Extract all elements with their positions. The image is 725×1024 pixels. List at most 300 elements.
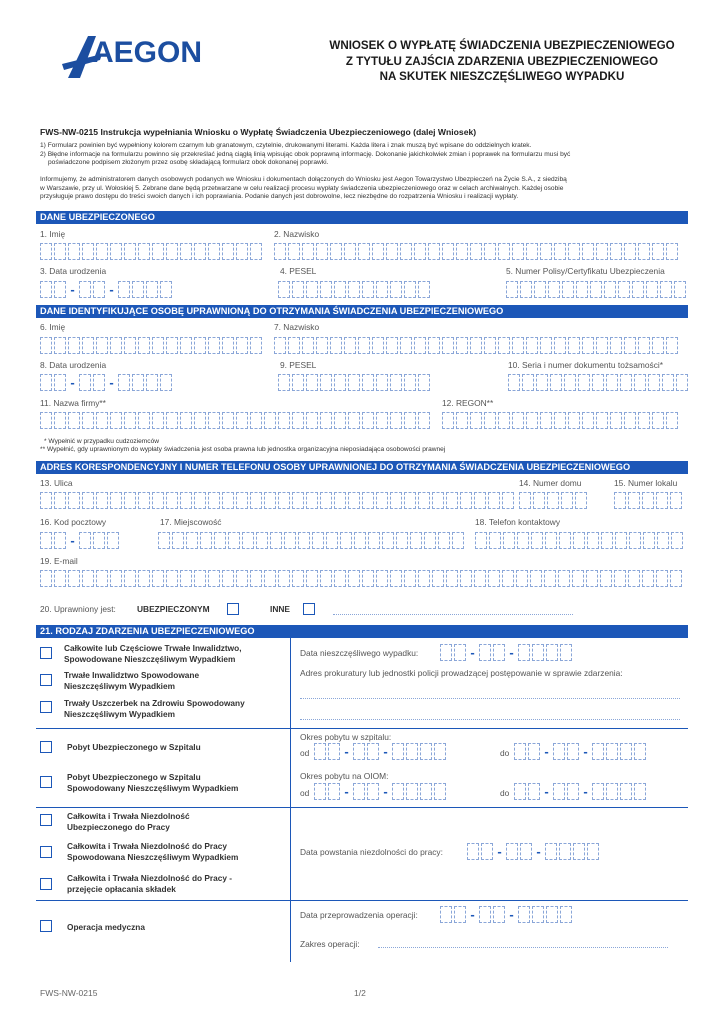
char-box[interactable] — [474, 570, 486, 587]
char-box[interactable] — [434, 783, 446, 800]
char-box[interactable] — [531, 532, 543, 549]
char-box[interactable] — [618, 281, 630, 298]
char-box[interactable] — [194, 492, 206, 509]
char-box[interactable] — [514, 783, 526, 800]
char-box[interactable] — [554, 412, 566, 429]
char-box[interactable] — [432, 492, 444, 509]
char-box[interactable] — [550, 374, 562, 391]
char-box[interactable] — [334, 570, 346, 587]
char-box[interactable] — [306, 492, 318, 509]
char-box[interactable] — [454, 906, 466, 923]
char-box[interactable] — [662, 374, 674, 391]
char-box[interactable] — [368, 532, 380, 549]
char-box[interactable] — [367, 743, 379, 760]
char-box[interactable] — [152, 243, 164, 260]
char-box[interactable] — [54, 337, 66, 354]
event-premium-waiver-checkbox[interactable] — [40, 878, 52, 890]
char-box[interactable] — [620, 743, 632, 760]
char-box[interactable] — [54, 492, 66, 509]
char-box[interactable] — [470, 412, 482, 429]
char-box[interactable] — [222, 337, 234, 354]
char-box[interactable] — [517, 532, 529, 549]
char-box[interactable] — [420, 743, 432, 760]
char-box[interactable] — [278, 412, 290, 429]
char-box[interactable] — [250, 492, 262, 509]
char-box[interactable] — [642, 492, 654, 509]
char-box[interactable] — [362, 374, 374, 391]
char-box[interactable] — [124, 492, 136, 509]
char-box[interactable] — [376, 374, 388, 391]
char-box[interactable] — [418, 570, 430, 587]
char-box[interactable] — [362, 412, 374, 429]
char-box[interactable] — [590, 281, 602, 298]
char-box[interactable] — [404, 281, 416, 298]
char-box[interactable] — [604, 281, 616, 298]
char-box[interactable] — [620, 783, 632, 800]
char-box[interactable] — [506, 843, 518, 860]
event-hospital-accident-checkbox[interactable] — [40, 776, 52, 788]
char-box[interactable] — [512, 337, 524, 354]
char-box[interactable] — [138, 492, 150, 509]
char-box[interactable] — [410, 532, 422, 549]
char-box[interactable] — [572, 570, 584, 587]
char-box[interactable] — [592, 743, 604, 760]
regon-boxes[interactable] — [442, 412, 680, 429]
char-box[interactable] — [545, 532, 557, 549]
char-box[interactable] — [348, 412, 360, 429]
char-box[interactable] — [138, 243, 150, 260]
char-box[interactable] — [330, 243, 342, 260]
char-box[interactable] — [278, 281, 290, 298]
char-box[interactable] — [614, 492, 626, 509]
char-box[interactable] — [326, 532, 338, 549]
entitled-other-line[interactable] — [333, 614, 573, 615]
char-box[interactable] — [420, 783, 432, 800]
char-box[interactable] — [400, 337, 412, 354]
char-box[interactable] — [236, 337, 248, 354]
char-box[interactable] — [334, 492, 346, 509]
char-box[interactable] — [518, 906, 530, 923]
char-box[interactable] — [288, 337, 300, 354]
char-box[interactable] — [302, 243, 314, 260]
char-box[interactable] — [624, 243, 636, 260]
street-boxes[interactable] — [40, 492, 516, 509]
char-box[interactable] — [484, 243, 496, 260]
char-box[interactable] — [40, 412, 52, 429]
char-box[interactable] — [166, 412, 178, 429]
char-box[interactable] — [522, 374, 534, 391]
char-box[interactable] — [68, 412, 80, 429]
char-box[interactable] — [79, 532, 91, 549]
char-box[interactable] — [558, 570, 570, 587]
char-box[interactable] — [172, 532, 184, 549]
char-box[interactable] — [68, 570, 80, 587]
char-box[interactable] — [54, 243, 66, 260]
hospital-from-boxes[interactable] — [314, 743, 448, 760]
char-box[interactable] — [348, 570, 360, 587]
char-box[interactable] — [610, 412, 622, 429]
char-box[interactable] — [489, 532, 501, 549]
char-box[interactable] — [470, 243, 482, 260]
char-box[interactable] — [386, 337, 398, 354]
insured-policy-boxes[interactable] — [506, 281, 688, 298]
char-box[interactable] — [528, 743, 540, 760]
char-box[interactable] — [376, 281, 388, 298]
surgery-scope-line[interactable] — [378, 947, 668, 948]
event-hospital-checkbox[interactable] — [40, 741, 52, 753]
char-box[interactable] — [390, 492, 402, 509]
event-permanent-disability-checkbox[interactable] — [40, 647, 52, 659]
char-box[interactable] — [540, 412, 552, 429]
char-box[interactable] — [573, 843, 585, 860]
char-box[interactable] — [442, 243, 454, 260]
char-box[interactable] — [180, 492, 192, 509]
char-box[interactable] — [278, 374, 290, 391]
ben-last-name-boxes[interactable] — [274, 337, 680, 354]
char-box[interactable] — [530, 570, 542, 587]
char-box[interactable] — [440, 906, 452, 923]
char-box[interactable] — [648, 374, 660, 391]
char-box[interactable] — [316, 243, 328, 260]
ben-pesel-boxes[interactable] — [278, 374, 432, 391]
char-box[interactable] — [676, 374, 688, 391]
char-box[interactable] — [330, 337, 342, 354]
char-box[interactable] — [628, 492, 640, 509]
event-surgery-checkbox[interactable] — [40, 920, 52, 932]
char-box[interactable] — [526, 337, 538, 354]
char-box[interactable] — [600, 570, 612, 587]
char-box[interactable] — [382, 532, 394, 549]
char-box[interactable] — [348, 374, 360, 391]
char-box[interactable] — [54, 570, 66, 587]
char-box[interactable] — [567, 783, 579, 800]
icu-to-boxes[interactable] — [514, 783, 648, 800]
char-box[interactable] — [606, 743, 618, 760]
char-box[interactable] — [314, 743, 326, 760]
char-box[interactable] — [519, 492, 531, 509]
char-box[interactable] — [40, 374, 52, 391]
char-box[interactable] — [396, 532, 408, 549]
char-box[interactable] — [242, 532, 254, 549]
email-boxes[interactable] — [40, 570, 684, 587]
char-box[interactable] — [110, 492, 122, 509]
char-box[interactable] — [642, 570, 654, 587]
char-box[interactable] — [564, 374, 576, 391]
char-box[interactable] — [390, 374, 402, 391]
char-box[interactable] — [446, 570, 458, 587]
char-box[interactable] — [284, 532, 296, 549]
char-box[interactable] — [194, 337, 206, 354]
char-box[interactable] — [250, 412, 262, 429]
char-box[interactable] — [660, 281, 672, 298]
char-box[interactable] — [68, 337, 80, 354]
char-box[interactable] — [560, 906, 572, 923]
char-box[interactable] — [404, 412, 416, 429]
char-box[interactable] — [118, 374, 130, 391]
char-box[interactable] — [124, 570, 136, 587]
char-box[interactable] — [132, 374, 144, 391]
char-box[interactable] — [208, 570, 220, 587]
char-box[interactable] — [194, 570, 206, 587]
char-box[interactable] — [138, 412, 150, 429]
char-box[interactable] — [582, 243, 594, 260]
char-box[interactable] — [592, 374, 604, 391]
prosecutor-line-2[interactable] — [300, 719, 680, 720]
char-box[interactable] — [666, 337, 678, 354]
char-box[interactable] — [270, 532, 282, 549]
char-box[interactable] — [82, 243, 94, 260]
char-box[interactable] — [79, 281, 91, 298]
char-box[interactable] — [512, 243, 524, 260]
char-box[interactable] — [166, 492, 178, 509]
char-box[interactable] — [146, 374, 158, 391]
char-box[interactable] — [454, 644, 466, 661]
char-box[interactable] — [386, 243, 398, 260]
char-box[interactable] — [474, 492, 486, 509]
apartment-number-boxes[interactable] — [614, 492, 684, 509]
char-box[interactable] — [264, 570, 276, 587]
char-box[interactable] — [124, 243, 136, 260]
char-box[interactable] — [54, 281, 66, 298]
char-box[interactable] — [274, 243, 286, 260]
char-box[interactable] — [68, 243, 80, 260]
char-box[interactable] — [568, 412, 580, 429]
char-box[interactable] — [138, 337, 150, 354]
char-box[interactable] — [264, 492, 276, 509]
char-box[interactable] — [348, 281, 360, 298]
char-box[interactable] — [306, 570, 318, 587]
char-box[interactable] — [428, 243, 440, 260]
char-box[interactable] — [481, 843, 493, 860]
char-box[interactable] — [214, 532, 226, 549]
insured-pesel-boxes[interactable] — [278, 281, 432, 298]
entitled-other-checkbox[interactable] — [303, 603, 315, 615]
char-box[interactable] — [152, 492, 164, 509]
char-box[interactable] — [467, 843, 479, 860]
char-box[interactable] — [442, 412, 454, 429]
char-box[interactable] — [428, 337, 440, 354]
char-box[interactable] — [180, 243, 192, 260]
char-box[interactable] — [278, 570, 290, 587]
entitled-insured-checkbox[interactable] — [227, 603, 239, 615]
char-box[interactable] — [536, 374, 548, 391]
char-box[interactable] — [344, 243, 356, 260]
char-box[interactable] — [540, 243, 552, 260]
char-box[interactable] — [404, 374, 416, 391]
char-box[interactable] — [180, 337, 192, 354]
char-box[interactable] — [508, 374, 520, 391]
char-box[interactable] — [614, 570, 626, 587]
char-box[interactable] — [414, 243, 426, 260]
char-box[interactable] — [418, 374, 430, 391]
company-name-boxes[interactable] — [40, 412, 432, 429]
char-box[interactable] — [372, 337, 384, 354]
char-box[interactable] — [671, 532, 683, 549]
char-box[interactable] — [643, 532, 655, 549]
char-box[interactable] — [484, 412, 496, 429]
char-box[interactable] — [160, 374, 172, 391]
char-box[interactable] — [484, 337, 496, 354]
char-box[interactable] — [292, 412, 304, 429]
char-box[interactable] — [638, 412, 650, 429]
char-box[interactable] — [40, 492, 52, 509]
char-box[interactable] — [152, 412, 164, 429]
postal-code-boxes[interactable] — [40, 532, 121, 549]
char-box[interactable] — [314, 783, 326, 800]
char-box[interactable] — [638, 337, 650, 354]
char-box[interactable] — [544, 570, 556, 587]
char-box[interactable] — [358, 243, 370, 260]
char-box[interactable] — [82, 492, 94, 509]
char-box[interactable] — [502, 492, 514, 509]
char-box[interactable] — [348, 492, 360, 509]
event-disability-accident-checkbox[interactable] — [40, 674, 52, 686]
insured-first-name-boxes[interactable] — [40, 243, 264, 260]
char-box[interactable] — [328, 743, 340, 760]
char-box[interactable] — [652, 337, 664, 354]
char-box[interactable] — [152, 337, 164, 354]
char-box[interactable] — [320, 412, 332, 429]
char-box[interactable] — [82, 570, 94, 587]
char-box[interactable] — [512, 412, 524, 429]
char-box[interactable] — [320, 281, 332, 298]
char-box[interactable] — [320, 374, 332, 391]
phone-boxes[interactable] — [475, 532, 685, 549]
char-box[interactable] — [576, 281, 588, 298]
char-box[interactable] — [320, 492, 332, 509]
char-box[interactable] — [567, 743, 579, 760]
char-box[interactable] — [54, 412, 66, 429]
char-box[interactable] — [514, 743, 526, 760]
char-box[interactable] — [180, 570, 192, 587]
accident-date-boxes[interactable] — [440, 644, 574, 661]
char-box[interactable] — [553, 743, 565, 760]
char-box[interactable] — [554, 337, 566, 354]
char-box[interactable] — [406, 743, 418, 760]
char-box[interactable] — [390, 281, 402, 298]
char-box[interactable] — [292, 374, 304, 391]
char-box[interactable] — [568, 337, 580, 354]
char-box[interactable] — [488, 492, 500, 509]
char-box[interactable] — [118, 281, 130, 298]
char-box[interactable] — [222, 412, 234, 429]
char-box[interactable] — [340, 532, 352, 549]
char-box[interactable] — [479, 906, 491, 923]
char-box[interactable] — [200, 532, 212, 549]
char-box[interactable] — [250, 570, 262, 587]
char-box[interactable] — [222, 492, 234, 509]
char-box[interactable] — [96, 412, 108, 429]
char-box[interactable] — [418, 281, 430, 298]
char-box[interactable] — [446, 492, 458, 509]
char-box[interactable] — [638, 243, 650, 260]
char-box[interactable] — [520, 843, 532, 860]
char-box[interactable] — [553, 783, 565, 800]
char-box[interactable] — [460, 570, 472, 587]
char-box[interactable] — [503, 532, 515, 549]
char-box[interactable] — [540, 337, 552, 354]
char-box[interactable] — [502, 570, 514, 587]
char-box[interactable] — [362, 570, 374, 587]
event-incapacity-checkbox[interactable] — [40, 814, 52, 826]
char-box[interactable] — [306, 412, 318, 429]
prosecutor-line-1[interactable] — [300, 698, 680, 699]
char-box[interactable] — [138, 570, 150, 587]
char-box[interactable] — [562, 281, 574, 298]
char-box[interactable] — [406, 783, 418, 800]
char-box[interactable] — [166, 337, 178, 354]
ben-first-name-boxes[interactable] — [40, 337, 264, 354]
char-box[interactable] — [498, 412, 510, 429]
char-box[interactable] — [628, 570, 640, 587]
char-box[interactable] — [292, 492, 304, 509]
char-box[interactable] — [532, 906, 544, 923]
insured-last-name-boxes[interactable] — [274, 243, 680, 260]
char-box[interactable] — [302, 337, 314, 354]
char-box[interactable] — [392, 743, 404, 760]
char-box[interactable] — [40, 337, 52, 354]
char-box[interactable] — [110, 570, 122, 587]
surgery-date-boxes[interactable] — [440, 906, 574, 923]
char-box[interactable] — [96, 243, 108, 260]
char-box[interactable] — [79, 374, 91, 391]
char-box[interactable] — [456, 337, 468, 354]
char-box[interactable] — [568, 243, 580, 260]
char-box[interactable] — [278, 492, 290, 509]
char-box[interactable] — [674, 281, 686, 298]
incapacity-date-boxes[interactable] — [467, 843, 601, 860]
char-box[interactable] — [493, 644, 505, 661]
char-box[interactable] — [93, 532, 105, 549]
char-box[interactable] — [498, 243, 510, 260]
char-box[interactable] — [96, 570, 108, 587]
char-box[interactable] — [250, 337, 262, 354]
char-box[interactable] — [334, 374, 346, 391]
char-box[interactable] — [526, 243, 538, 260]
char-box[interactable] — [652, 412, 664, 429]
char-box[interactable] — [390, 412, 402, 429]
char-box[interactable] — [442, 337, 454, 354]
char-box[interactable] — [166, 570, 178, 587]
char-box[interactable] — [592, 783, 604, 800]
char-box[interactable] — [518, 644, 530, 661]
char-box[interactable] — [666, 243, 678, 260]
char-box[interactable] — [344, 337, 356, 354]
char-box[interactable] — [328, 783, 340, 800]
char-box[interactable] — [456, 243, 468, 260]
char-box[interactable] — [414, 337, 426, 354]
char-box[interactable] — [404, 570, 416, 587]
char-box[interactable] — [545, 843, 557, 860]
char-box[interactable] — [372, 243, 384, 260]
char-box[interactable] — [582, 337, 594, 354]
char-box[interactable] — [334, 281, 346, 298]
char-box[interactable] — [180, 412, 192, 429]
char-box[interactable] — [624, 337, 636, 354]
char-box[interactable] — [488, 570, 500, 587]
ben-birth-date-boxes[interactable] — [40, 374, 174, 391]
char-box[interactable] — [559, 843, 571, 860]
hospital-to-boxes[interactable] — [514, 743, 648, 760]
char-box[interactable] — [533, 492, 545, 509]
char-box[interactable] — [306, 281, 318, 298]
char-box[interactable] — [438, 532, 450, 549]
char-box[interactable] — [392, 783, 404, 800]
char-box[interactable] — [400, 243, 412, 260]
char-box[interactable] — [573, 532, 585, 549]
char-box[interactable] — [578, 374, 590, 391]
char-box[interactable] — [493, 906, 505, 923]
